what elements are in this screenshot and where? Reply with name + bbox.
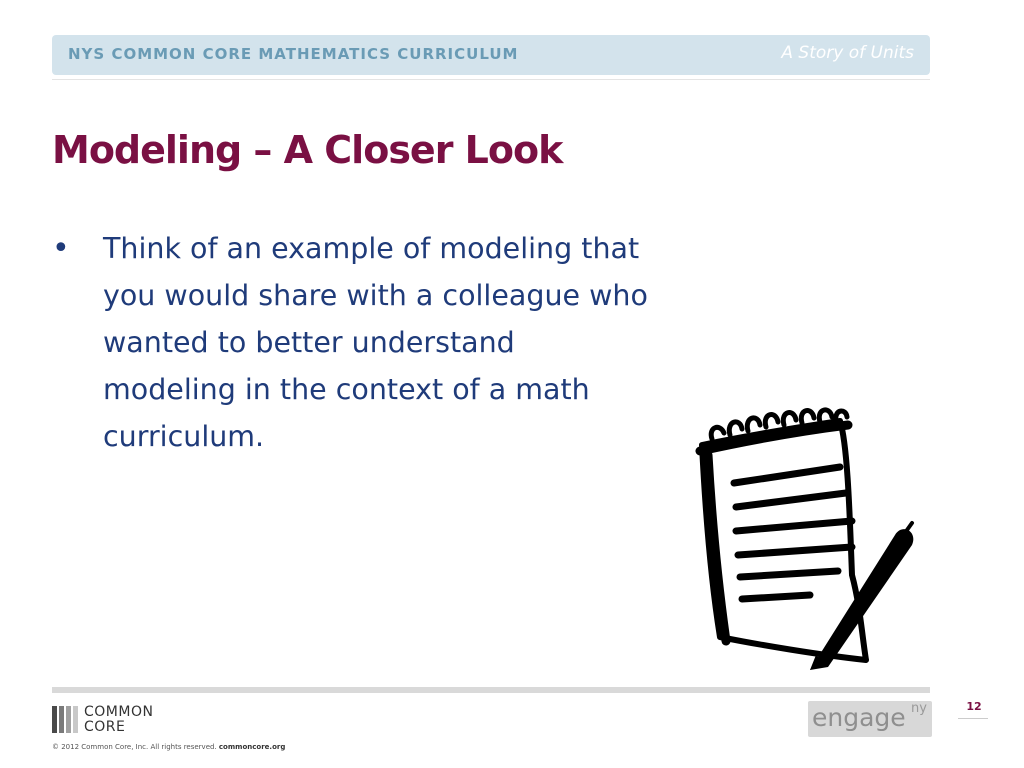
engage-logo-text: engage <box>812 703 906 732</box>
footer-divider <box>52 687 930 693</box>
engage-logo-superscript: ny <box>911 701 927 716</box>
story-of-units-label: A Story of Units <box>781 43 914 63</box>
header-bar <box>52 35 930 75</box>
bullet-item <box>52 225 652 460</box>
curriculum-label: NYS COMMON CORE MATHEMATICS CURRICULUM <box>68 45 519 63</box>
page-number: 12 <box>966 700 982 713</box>
bullet-list <box>52 225 652 460</box>
notepad-and-pen-icon <box>690 405 920 675</box>
copyright-notice <box>52 743 285 751</box>
slide-title: Modeling – A Closer Look <box>52 128 563 172</box>
copyright-text: © 2012 Common Core, Inc. All rights reserved. <box>52 743 217 751</box>
header-divider <box>52 79 930 80</box>
logo-line-1: COMMON <box>84 704 154 720</box>
copyright-site-link[interactable]: commoncore.org <box>218 743 286 751</box>
bullet-icon: • <box>52 231 70 266</box>
common-core-logo <box>52 705 153 735</box>
page-number-underline <box>958 718 988 719</box>
bullet-text: Think of an example of modeling that you would share with a colleague who wanted to better understand modeling in the context of a math curriculum. <box>103 232 648 453</box>
common-core-logo-icon <box>52 706 78 733</box>
engage-ny-logo <box>808 701 932 737</box>
logo-line-2: CORE <box>84 719 126 735</box>
